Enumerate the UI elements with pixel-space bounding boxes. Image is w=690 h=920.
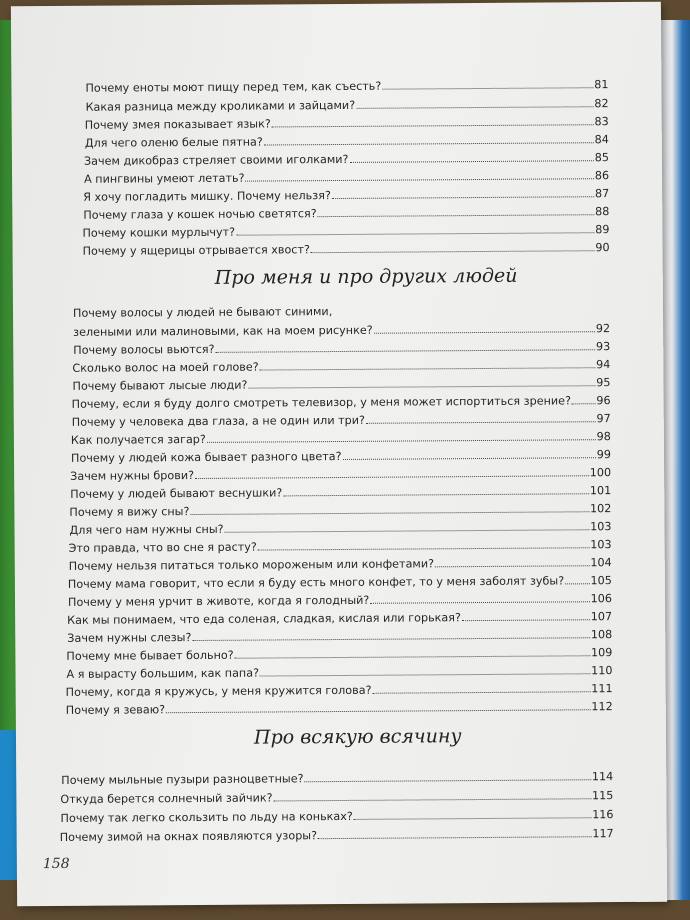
toc-entry xyxy=(66,700,613,717)
toc-entry xyxy=(71,430,611,447)
toc-entry-page: 112 xyxy=(591,700,613,714)
toc-entry xyxy=(68,592,612,609)
toc-entry xyxy=(84,151,609,168)
toc-entry xyxy=(67,628,612,645)
toc-entry-first-line: Почему волосы у людей не бывают синими, xyxy=(72,305,333,320)
toc-entry-question: Зачем нужны слезы? xyxy=(67,631,192,645)
toc-entry-question: Почему зимой на окнах появляются узоры? xyxy=(59,829,318,844)
toc-entry-question: Почему так легко скользить по льду на коньках? xyxy=(60,809,353,825)
toc-entry-page: 98 xyxy=(596,430,611,444)
toc-entry-question: зелеными или малиновыми, как на моем рисунке? xyxy=(73,323,373,339)
toc-entry-page: 107 xyxy=(590,610,613,624)
toc-entry-question: Для чего нам нужны сны? xyxy=(69,522,224,537)
toc-entry xyxy=(66,646,612,663)
toc-entry xyxy=(83,205,609,222)
toc-entry-page: 104 xyxy=(590,556,612,570)
toc-entry xyxy=(69,538,612,555)
toc-entry-question: Почему у людей бывают веснушки? xyxy=(70,486,283,501)
toc-entry-question: А я вырасту большим, как папа? xyxy=(66,666,260,681)
toc-entry-page: 92 xyxy=(595,322,611,336)
toc-entry-page: 105 xyxy=(590,574,612,588)
section-heading: Про меня и про других людей xyxy=(214,264,518,289)
toc-entry-question: Почему волосы вьются? xyxy=(73,342,215,357)
toc-entry-question: Почему глаза у кошек ночью светятся? xyxy=(83,207,317,222)
toc-entry xyxy=(85,133,609,150)
toc-entry-question: Зачем дикобраз стреляет своими иголками? xyxy=(83,152,349,168)
toc-entry-page: 83 xyxy=(594,115,609,129)
toc-entry xyxy=(60,827,614,844)
toc-entry xyxy=(70,466,611,483)
toc-entry-question: Как получается загар? xyxy=(70,432,206,447)
toc-entry xyxy=(66,664,612,681)
toc-entry-question: Почему у людей кожа бывает разного цвета? xyxy=(70,449,342,465)
toc-entry-page: 95 xyxy=(596,376,611,390)
toc-entry xyxy=(68,574,612,591)
toc-entry-page: 93 xyxy=(595,340,611,354)
toc-entry xyxy=(72,394,611,411)
toc-entry xyxy=(70,484,611,501)
toc-entry xyxy=(71,448,611,465)
toc-entry xyxy=(86,97,609,114)
toc-entry-question: Какая разница между кроликами и зайцами? xyxy=(85,98,356,114)
toc-entry xyxy=(60,789,613,806)
toc-entry xyxy=(84,169,609,186)
book-page xyxy=(11,2,667,907)
toc-entry xyxy=(73,340,610,357)
toc-entry-page: 108 xyxy=(590,628,613,642)
toc-entry-page: 102 xyxy=(589,502,612,516)
toc-entry xyxy=(82,223,609,240)
toc-entry-page: 106 xyxy=(590,592,613,606)
toc-entry-page: 88 xyxy=(595,205,610,219)
toc-entry-page: 111 xyxy=(591,682,613,696)
toc-entry-page: 81 xyxy=(594,78,609,92)
toc-entry xyxy=(72,412,611,429)
page-number: 158 xyxy=(42,855,70,873)
toc-entry-question: Почему, когда я кружусь, у меня кружится голова? xyxy=(65,683,372,699)
toc-entry-page: 115 xyxy=(591,789,614,803)
toc-entry xyxy=(61,770,613,787)
toc-entry xyxy=(66,682,613,699)
toc-entry-page: 100 xyxy=(589,466,612,480)
toc-entry-page: 84 xyxy=(594,133,609,147)
toc-entry-question: Почему бывают лысые люди? xyxy=(72,378,248,393)
toc-entry-question: Почему, если я буду долго смотреть телевизор, у меня может испортиться зрение? xyxy=(71,394,572,411)
toc-entry-question: Это правда, что во сне я расту? xyxy=(68,540,257,555)
toc-entry-question: Почему мама говорит, что если я буду есть много конфет, то у меня заболят зубы? xyxy=(67,574,565,591)
toc-entry xyxy=(73,322,610,339)
toc-entry xyxy=(83,187,609,204)
toc-entry-page: 97 xyxy=(596,412,611,426)
toc-entry-question: Зачем нужны брови? xyxy=(70,469,195,483)
toc-entry-page: 116 xyxy=(592,808,614,822)
toc-entry-question: Почему кошки мурлычут? xyxy=(82,225,236,240)
toc-entry-page: 86 xyxy=(594,169,610,183)
toc-entry-question: Я хочу погладить мишку. Почему нельзя? xyxy=(83,189,331,204)
toc-entry xyxy=(85,78,608,95)
toc-entry-page: 110 xyxy=(591,664,613,678)
toc-entry xyxy=(60,808,613,825)
toc-entry-page: 109 xyxy=(590,646,613,660)
toc-entry xyxy=(67,610,612,627)
toc-entry xyxy=(69,520,611,537)
toc-entry xyxy=(72,358,610,375)
toc-entry xyxy=(72,376,610,393)
toc-entry-question: Сколько волос на моей голове? xyxy=(72,360,259,375)
toc-entry-page: 99 xyxy=(596,448,612,462)
toc-entry-page: 114 xyxy=(591,770,614,784)
toc-entry-question: Для чего оленю белые пятна? xyxy=(84,135,263,150)
toc-entry-question: Почему мыльные пузыри разноцветные? xyxy=(61,772,304,787)
toc-entry-page: 117 xyxy=(592,827,614,841)
toc-entry-question: Почему я зеваю? xyxy=(65,703,166,717)
toc-entry-question: А пингвины умеют летать? xyxy=(84,171,245,186)
toc-entry xyxy=(69,502,611,519)
toc-entry-question: Почему нельзя питаться только мороженым или конфетами? xyxy=(68,557,435,573)
toc-entry-question: Почему еноты моют пищу перед тем, как съесть? xyxy=(85,79,382,95)
toc-entry xyxy=(83,241,610,258)
toc-entry-page: 85 xyxy=(594,151,609,165)
toc-entry-page: 89 xyxy=(595,223,610,237)
toc-entry-page: 96 xyxy=(596,394,611,408)
toc-entry-page: 101 xyxy=(589,484,612,498)
toc-entry-page: 82 xyxy=(594,97,609,111)
toc-entry-question: Почему я вижу сны? xyxy=(69,505,190,519)
toc-entry-question: Почему мне бывает больно? xyxy=(66,648,234,663)
toc-entry-page: 87 xyxy=(594,187,610,201)
toc-entry-page: 90 xyxy=(595,241,610,255)
toc-entry-page: 94 xyxy=(596,358,611,372)
toc-entry-page: 103 xyxy=(590,520,612,534)
toc-entry xyxy=(69,556,612,573)
toc-entry-question: Почему у ящерицы отрывается хвост? xyxy=(82,243,310,258)
toc-entry-page: 103 xyxy=(590,538,612,552)
toc-entry xyxy=(85,115,609,132)
section-heading: Про всякую всячину xyxy=(253,725,462,749)
toc-entry-question: Почему у меня урчит в животе, когда я голодный? xyxy=(67,593,370,609)
toc-entry-question: Как мы понимаем, что еда соленая, сладкая, кислая или горькая? xyxy=(67,611,461,627)
toc-entry-question: Почему у человека два глаза, а не один или три? xyxy=(71,413,365,429)
toc-entry-question: Откуда берется солнечный зайчик? xyxy=(60,791,273,806)
toc-entry-question: Почему змея показывает язык? xyxy=(84,117,271,132)
